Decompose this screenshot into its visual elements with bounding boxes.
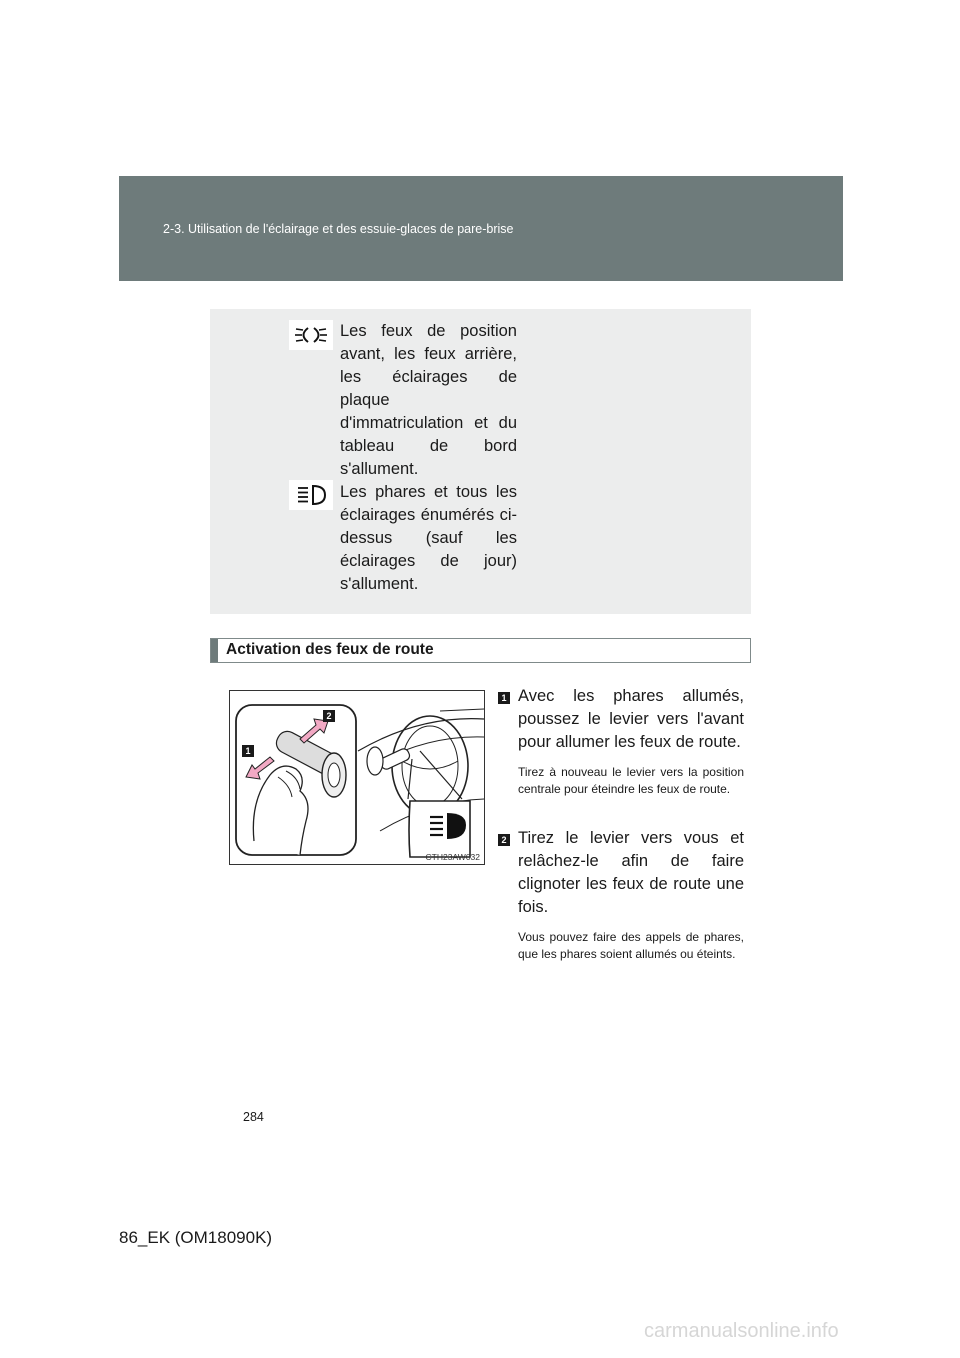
- figure-code: CTH23AW032: [425, 852, 480, 862]
- step-2-note: Vous pouvez faire des appels de phares, que les phares soient allumés ou éteints.: [518, 930, 744, 961]
- page-number: 284: [243, 1110, 264, 1124]
- headlights-icon: [289, 480, 333, 510]
- section-heading: [210, 638, 751, 663]
- step-1-badge: 1: [498, 692, 510, 704]
- step-1-instruction: Avec les phares allumés, poussez le levier vers l'avant pour allumer les feux de route.: [518, 687, 744, 751]
- watermark: carmanualsonline.info: [644, 1320, 839, 1342]
- step-2-instruction: Tirez le levier vers vous et relâchez-le afin de faire clignoter les feux de route une fois.: [518, 829, 744, 916]
- step-1-note: Tirez à nouveau le levier vers la position centrale pour éteindre les feux de route.: [518, 765, 744, 796]
- lever-illustration: [230, 691, 484, 864]
- step-2-badge: 2: [498, 834, 510, 846]
- figure-label-2: 2: [323, 710, 335, 722]
- document-code: 86_EK (OM18090K): [119, 1228, 273, 1247]
- position-lights-icon: [289, 320, 333, 350]
- section-heading-label: Activation des feux de route: [226, 641, 434, 658]
- headlight-lever-figure: [229, 690, 485, 865]
- header-band: [119, 176, 843, 281]
- position-lights-description: Les feux de position avant, les feux arrière, les éclairages de plaque d'immatriculation et du tableau de bord s'allument.: [340, 322, 517, 478]
- heading-accent-bar: [211, 639, 218, 662]
- headlights-description: Les phares et tous les éclairages énumérés ci-dessus (sauf les éclairages de jour) s'allument.: [340, 483, 517, 593]
- figure-label-1: 1: [242, 745, 254, 757]
- section-title: 2-3. Utilisation de l'éclairage et des essuie-glaces de pare-brise: [163, 222, 514, 236]
